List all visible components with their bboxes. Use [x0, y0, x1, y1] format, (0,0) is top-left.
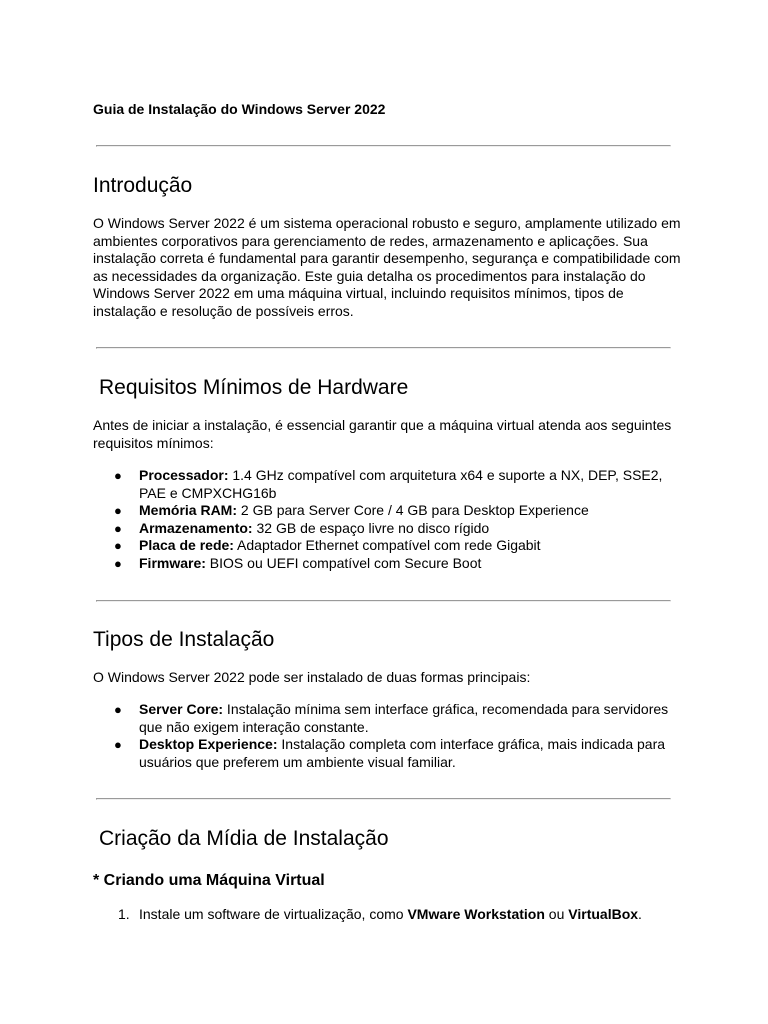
item-text: Instalação completa com interface gráfica, mais indicada para usuários que preferem um ambiente visual familiar.	[139, 736, 666, 770]
item-label: Memória RAM:	[139, 502, 238, 519]
bullet-icon: ●	[114, 503, 122, 519]
list-item	[93, 555, 683, 573]
bullet-icon: ●	[114, 538, 122, 554]
media-subheading: * Criando uma Máquina Virtual	[93, 872, 325, 889]
item-text: BIOS ou UEFI compatível com Secure Boot	[205, 554, 482, 571]
section-divider	[96, 145, 671, 147]
item-label: Server Core:	[139, 701, 224, 717]
step-text: ou	[544, 906, 569, 922]
item-text: Adaptador Ethernet compatível com rede Gigabit	[233, 537, 541, 554]
bullet-icon: ●	[114, 555, 122, 571]
item-text: 2 GB para Server Core / 4 GB para Desktop Experience	[237, 502, 589, 519]
list-item	[93, 906, 683, 924]
document-title: Guia de Instalação do Windows Server 2022	[93, 101, 386, 117]
list-item	[93, 467, 683, 502]
list-item	[93, 502, 683, 520]
intro-heading: Introdução	[93, 174, 193, 197]
list-item	[93, 537, 683, 555]
list-item	[93, 736, 683, 771]
step-number: 1.	[118, 906, 130, 922]
step-text: .	[638, 906, 642, 922]
list-item	[93, 701, 683, 736]
requirements-paragraph: Antes de iniciar a instalação, é essencial garantir que a máquina virtual atenda aos seguintes requisitos mínimos:	[93, 417, 672, 451]
media-heading: Criação da Mídia de Instalação	[99, 827, 389, 850]
bullet-icon: ●	[114, 702, 122, 717]
item-text: 1.4 GHz compatível com arquitetura x64 e suporte a NX, DEP, SSE2, PAE e CMPXCHG16b	[139, 467, 663, 501]
install-types-paragraph: O Windows Server 2022 pode ser instalado de duas formas principais:	[93, 669, 531, 685]
item-text: 32 GB de espaço livre no disco rígido	[252, 519, 490, 536]
bullet-icon: ●	[114, 520, 122, 536]
item-label: Armazenamento:	[139, 519, 253, 536]
step-bold: VMware Workstation	[407, 906, 545, 922]
item-label: Desktop Experience:	[139, 736, 278, 753]
bullet-icon: ●	[114, 468, 122, 483]
item-label: Processador:	[139, 467, 229, 483]
section-divider	[96, 347, 671, 349]
step-bold: VirtualBox	[568, 906, 639, 922]
media-steps-list	[93, 906, 683, 924]
bullet-icon: ●	[114, 737, 122, 753]
step-text: Instale um software de virtualização, como	[139, 906, 408, 922]
item-label: Firmware:	[139, 554, 206, 571]
item-label: Placa de rede:	[139, 537, 234, 554]
section-divider	[96, 798, 671, 800]
install-types-heading: Tipos de Instalação	[93, 628, 275, 651]
intro-paragraph: O Windows Server 2022 é um sistema operacional robusto e seguro, amplamente utilizado em ambientes corporativos para gerenciamento de redes, armazenamento e aplicações. Sua instalação correta é fundamental para garantir desempenho, segurança e compatibilidade com as necessidades da organização. Este guia detalha os procedimentos para instalação do Windows Server 2022 em uma máquina virtual, incluindo requisitos mínimos, tipos de instalação e resolução de possíveis erros.	[93, 215, 681, 319]
list-item	[93, 520, 683, 538]
requirements-list	[93, 467, 683, 573]
section-divider	[96, 600, 671, 602]
requirements-heading: Requisitos Mínimos de Hardware	[99, 376, 409, 399]
item-text: Instalação mínima sem interface gráfica, recomendada para servidores que não exigem interação constante.	[139, 701, 669, 735]
install-types-list	[93, 701, 683, 771]
